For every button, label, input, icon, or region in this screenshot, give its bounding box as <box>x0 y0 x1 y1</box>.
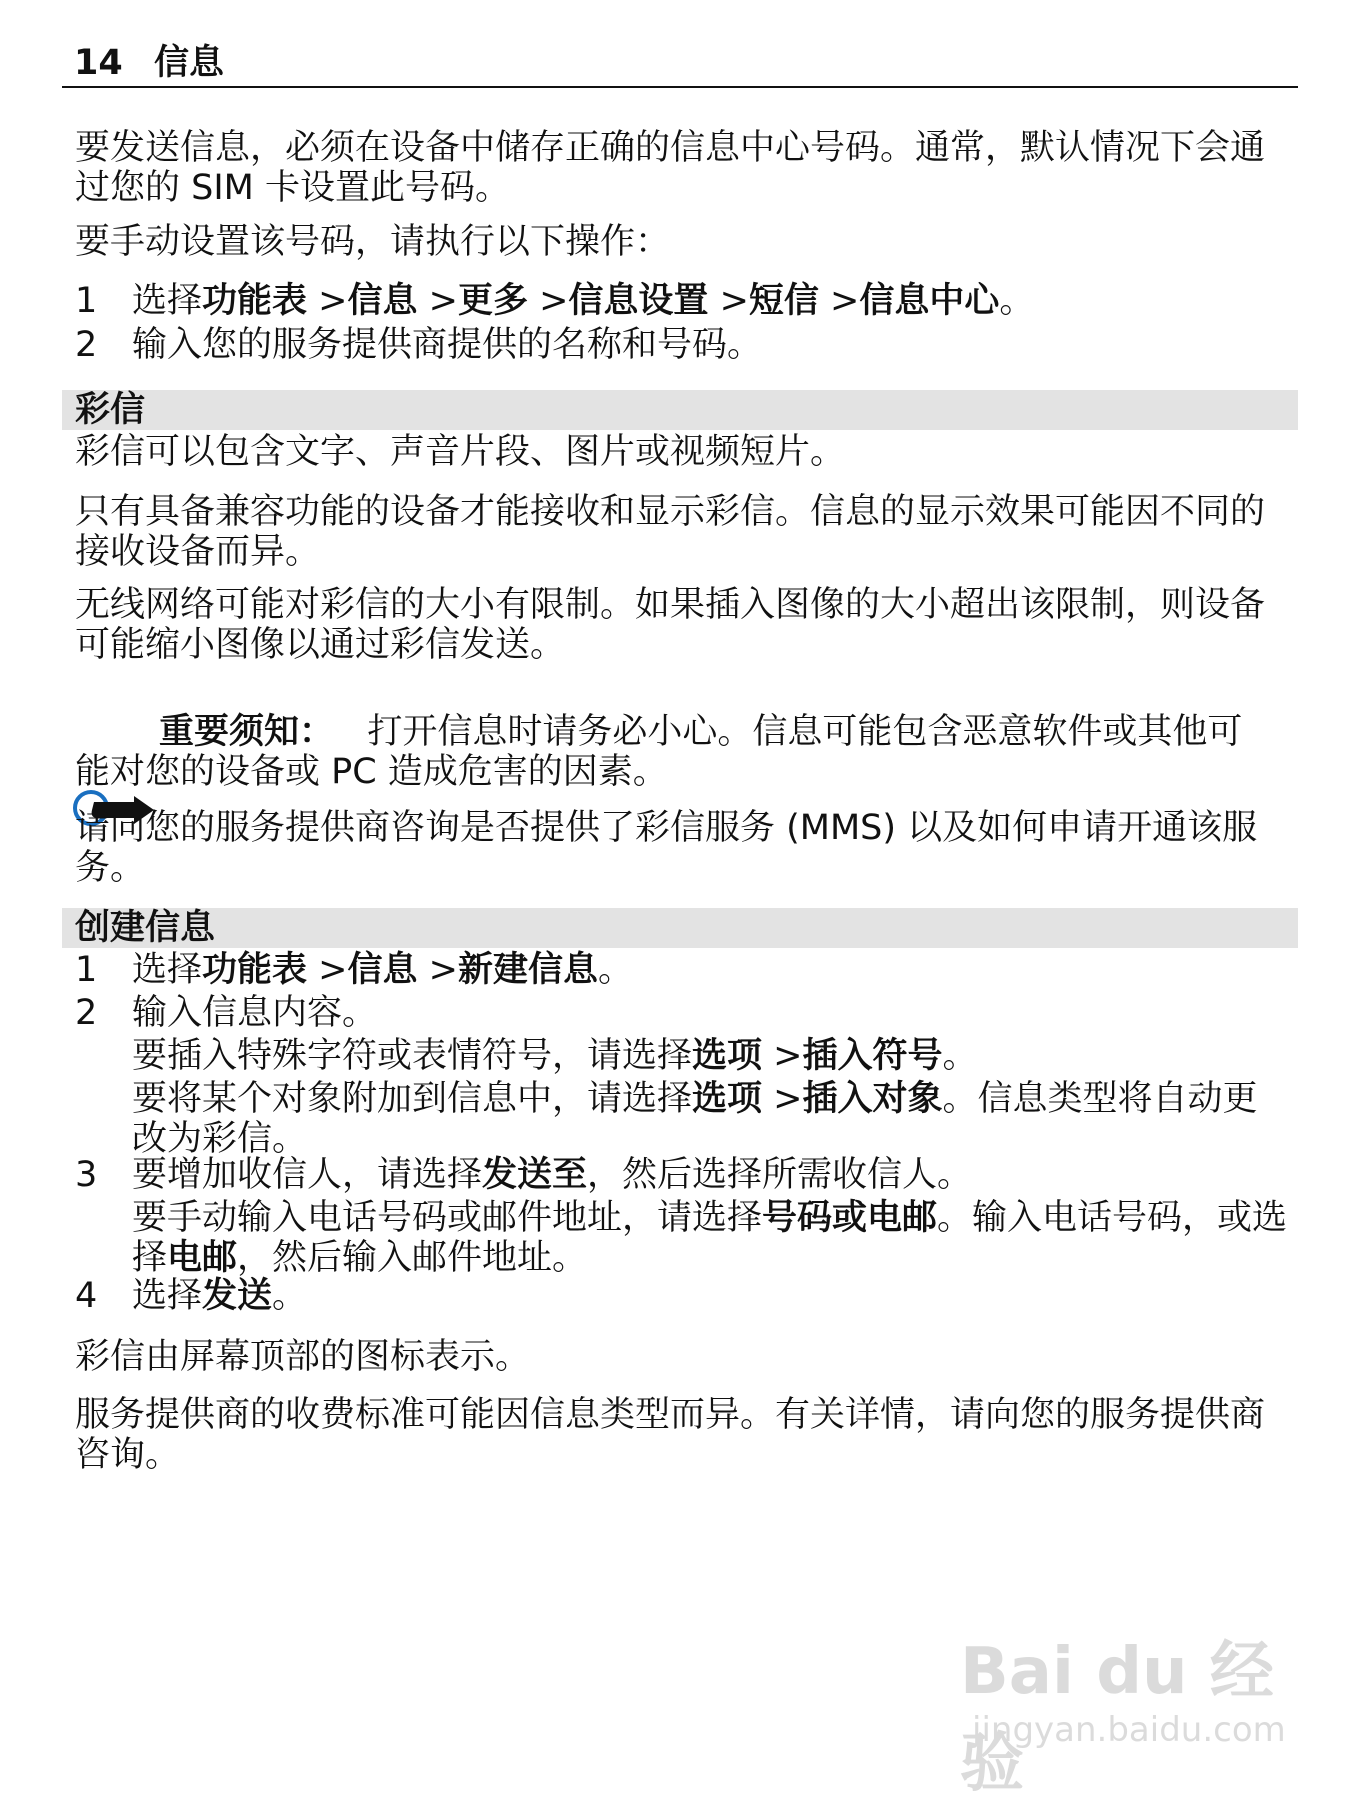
menu-item: 信息 <box>347 281 418 321</box>
menu-item: 插入符号 <box>802 1036 943 1076</box>
menu-item: 功能表 <box>202 281 308 321</box>
create-paragraph: 服务提供商的收费标准可能因信息类型而异。有关详情，请向您的服务提供商咨询。 <box>75 1395 1266 1475</box>
page-header <box>62 40 1298 88</box>
mms-paragraph: 只有具备兼容功能的设备才能接收和显示彩信。信息的显示效果可能因不同的接收设备而异。 <box>75 492 1266 572</box>
step-text: 。 <box>272 1276 308 1316</box>
menu-item: 插入对象 <box>802 1079 943 1119</box>
section-title: 彩信 <box>75 390 146 430</box>
notice-text: 打开信息时请务必小心。信息可能包含恶意软件或其他可能对您的设备或 PC 造成危害的因素。 <box>75 712 1243 792</box>
create-step-3-sub <box>132 1198 1292 1278</box>
menu-item: 选项 <box>692 1036 763 1076</box>
baidu-watermark <box>960 1580 1300 1801</box>
step-number: 1 <box>75 950 98 990</box>
step-text: ，然后选择所需收信人。 <box>587 1155 973 1195</box>
create-step-2-sub-2: 要将某个对象附加到信息中，请选择选项 >插入对象。信息类型将自动更改为彩信。 <box>132 1079 1258 1159</box>
step-text: 要手动输入电话号码或邮件地址，请选择 <box>132 1198 763 1238</box>
step-number: 3 <box>75 1155 98 1195</box>
section-heading-mms <box>62 390 1298 430</box>
create-step-1: 选择功能表 >信息 >新建信息。 <box>132 950 633 990</box>
step-text: 。 <box>597 950 633 990</box>
page-title: 信息 <box>154 43 225 83</box>
create-step-4 <box>132 1276 1292 1316</box>
intro-instruction: 要手动设置该号码，请执行以下操作： <box>75 222 671 262</box>
menu-item: 号码或电邮 <box>762 1198 938 1238</box>
menu-item: 短信 <box>748 281 819 321</box>
notice-label: 重要须知： <box>159 712 335 752</box>
step-text: 。信息类型将自动更改为彩信。 <box>132 1079 1258 1159</box>
step-text: 要增加收信人，请选择 <box>132 1155 483 1195</box>
menu-item: 更多 <box>457 281 528 321</box>
menu-item: 发送 <box>202 1276 273 1316</box>
menu-item: 信息 <box>347 950 418 990</box>
step-text: 。 <box>999 281 1035 321</box>
step-text: ，然后输入邮件地址。 <box>237 1238 588 1278</box>
menu-item: 电邮 <box>167 1238 238 1278</box>
menu-item: 发送至 <box>482 1155 588 1195</box>
step-text: 。 <box>942 1036 978 1076</box>
menu-item: 新建信息 <box>457 950 598 990</box>
step-text: 选择 <box>132 281 203 321</box>
mms-paragraph: 彩信可以包含文字、声音片段、图片或视频短片。 <box>75 432 846 472</box>
step-number: 4 <box>75 1276 98 1316</box>
step-number: 1 <box>75 281 98 321</box>
menu-item: 信息中心 <box>859 281 1000 321</box>
create-step-3 <box>132 1155 1292 1195</box>
section-heading-create <box>62 908 1298 948</box>
create-step-2: 输入信息内容。 <box>132 993 378 1033</box>
page-number: 14 <box>74 43 123 83</box>
mms-paragraph: 请向您的服务提供商咨询是否提供了彩信服务 (MMS) 以及如何申请开通该服务。 <box>75 808 1258 888</box>
section-title: 创建信息 <box>75 908 216 948</box>
create-step-2-sub-1: 要插入特殊字符或表情符号，请选择选项 >插入符号。 <box>132 1036 978 1076</box>
watermark-logo: Bai du 经验 <box>960 1635 1274 1801</box>
step-text: 。输入电话号码，或选择 <box>132 1198 1288 1278</box>
step-number: 2 <box>75 993 98 1033</box>
menu-item: 选项 <box>692 1079 763 1119</box>
step-text: 选择 <box>132 950 203 990</box>
step-2-text: 输入您的服务提供商提供的名称和号码。 <box>132 325 763 365</box>
step-1-path: 选择功能表 >信息 >更多 >信息设置 >短信 >信息中心。 <box>132 281 1035 321</box>
menu-item: 功能表 <box>202 950 308 990</box>
important-notice <box>75 712 1275 792</box>
watermark-url: jingyan.baidu.com <box>972 1710 1286 1750</box>
step-number: 2 <box>75 325 98 365</box>
mms-paragraph: 无线网络可能对彩信的大小有限制。如果插入图像的大小超出该限制，则设备可能缩小图像以通过彩信发送。 <box>75 585 1266 665</box>
create-paragraph: 彩信由屏幕顶部的图标表示。 <box>75 1337 531 1377</box>
menu-item: 信息设置 <box>568 281 709 321</box>
step-text: 选择 <box>132 1276 203 1316</box>
step-text: 要插入特殊字符或表情符号，请选择 <box>132 1036 693 1076</box>
intro-paragraph: 要发送信息，必须在设备中储存正确的信息中心号码。通常，默认情况下会通过您的 SIM 卡设置此号码。 <box>75 128 1266 208</box>
step-text: 要将某个对象附加到信息中，请选择 <box>132 1079 693 1119</box>
